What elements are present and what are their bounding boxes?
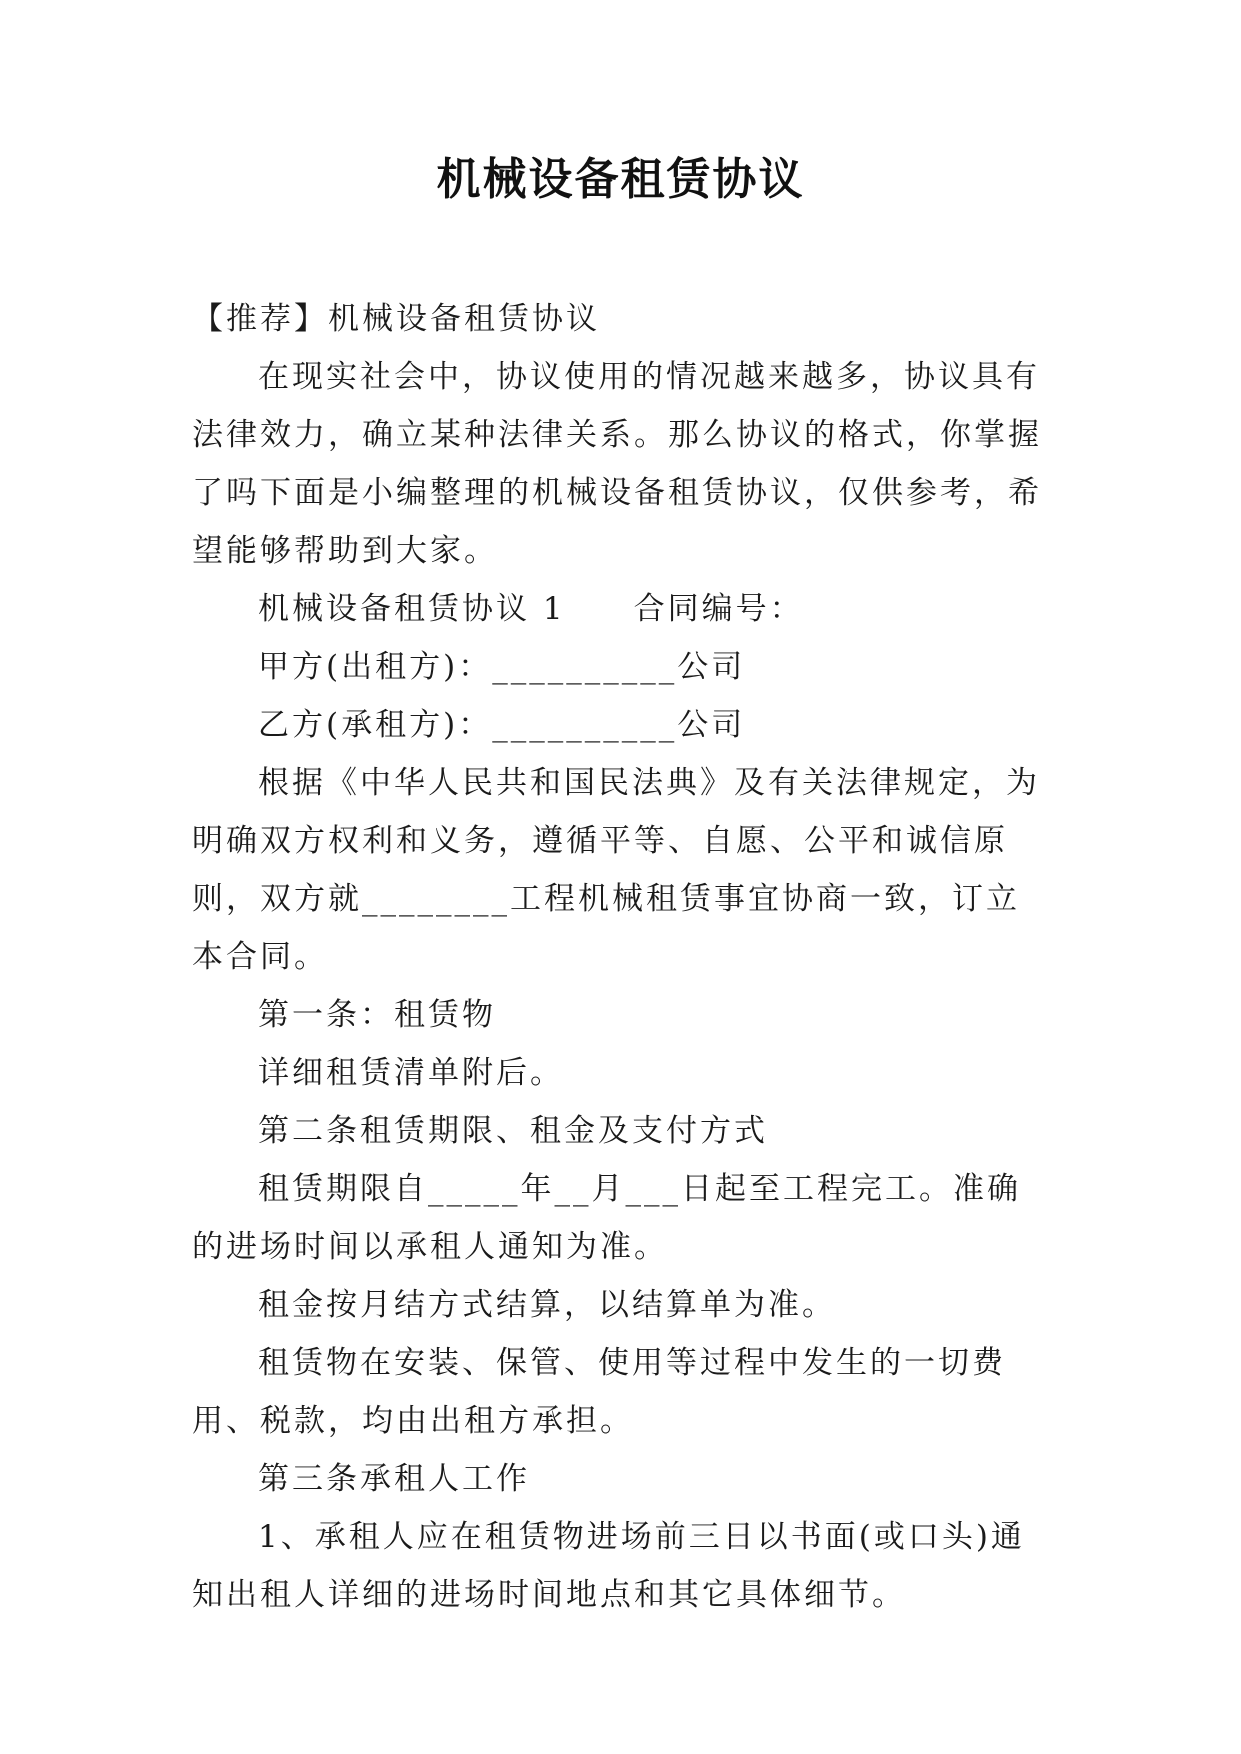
article-2-costs: 租赁物在安装、保管、使用等过程中发生的一切费用、税款，均由出租方承担。	[192, 1345, 1006, 1439]
contract-number-line: 机械设备租赁协议 1 合同编号：	[258, 591, 804, 627]
legal-basis-paragraph: 根据《中华人民共和国民法典》及有关法律规定，为明确双方权利和义务，遵循平等、自愿、公平和诚信原则，双方就________工程机械租赁事宜协商一致，订立本合同。	[192, 765, 1040, 975]
article-1-body: 详细租赁清单附后。	[258, 1055, 564, 1091]
article-2-settlement: 租金按月结方式结算，以结算单为准。	[258, 1287, 836, 1323]
intro-heading: 【推荐】机械设备租赁协议	[192, 301, 600, 337]
document-body	[192, 290, 1052, 1624]
document-title: 机械设备租赁协议	[436, 154, 805, 205]
article-2-heading: 第二条租赁期限、租金及支付方式	[258, 1113, 768, 1149]
article-1-heading: 第一条：租赁物	[258, 997, 496, 1033]
article-3-item-1: 1、承租人应在租赁物进场前三日以书面(或口头)通知出租人详细的进场时间地点和其它具体细节。	[192, 1519, 1025, 1613]
intro-paragraph: 在现实社会中，协议使用的情况越来越多，协议具有法律效力，确立某种法律关系。那么协议的格式，你掌握了吗下面是小编整理的机械设备租赁协议，仅供参考，希望能够帮助到大家。	[192, 359, 1042, 569]
article-3-heading: 第三条承租人工作	[258, 1461, 530, 1497]
article-2-term: 租赁期限自_____年__月___日起至工程完工。准确的进场时间以承租人通知为准。	[192, 1171, 1021, 1265]
party-b-line: 乙方(承租方)：__________公司	[258, 707, 746, 743]
party-a-line: 甲方(出租方)：__________公司	[258, 649, 746, 685]
